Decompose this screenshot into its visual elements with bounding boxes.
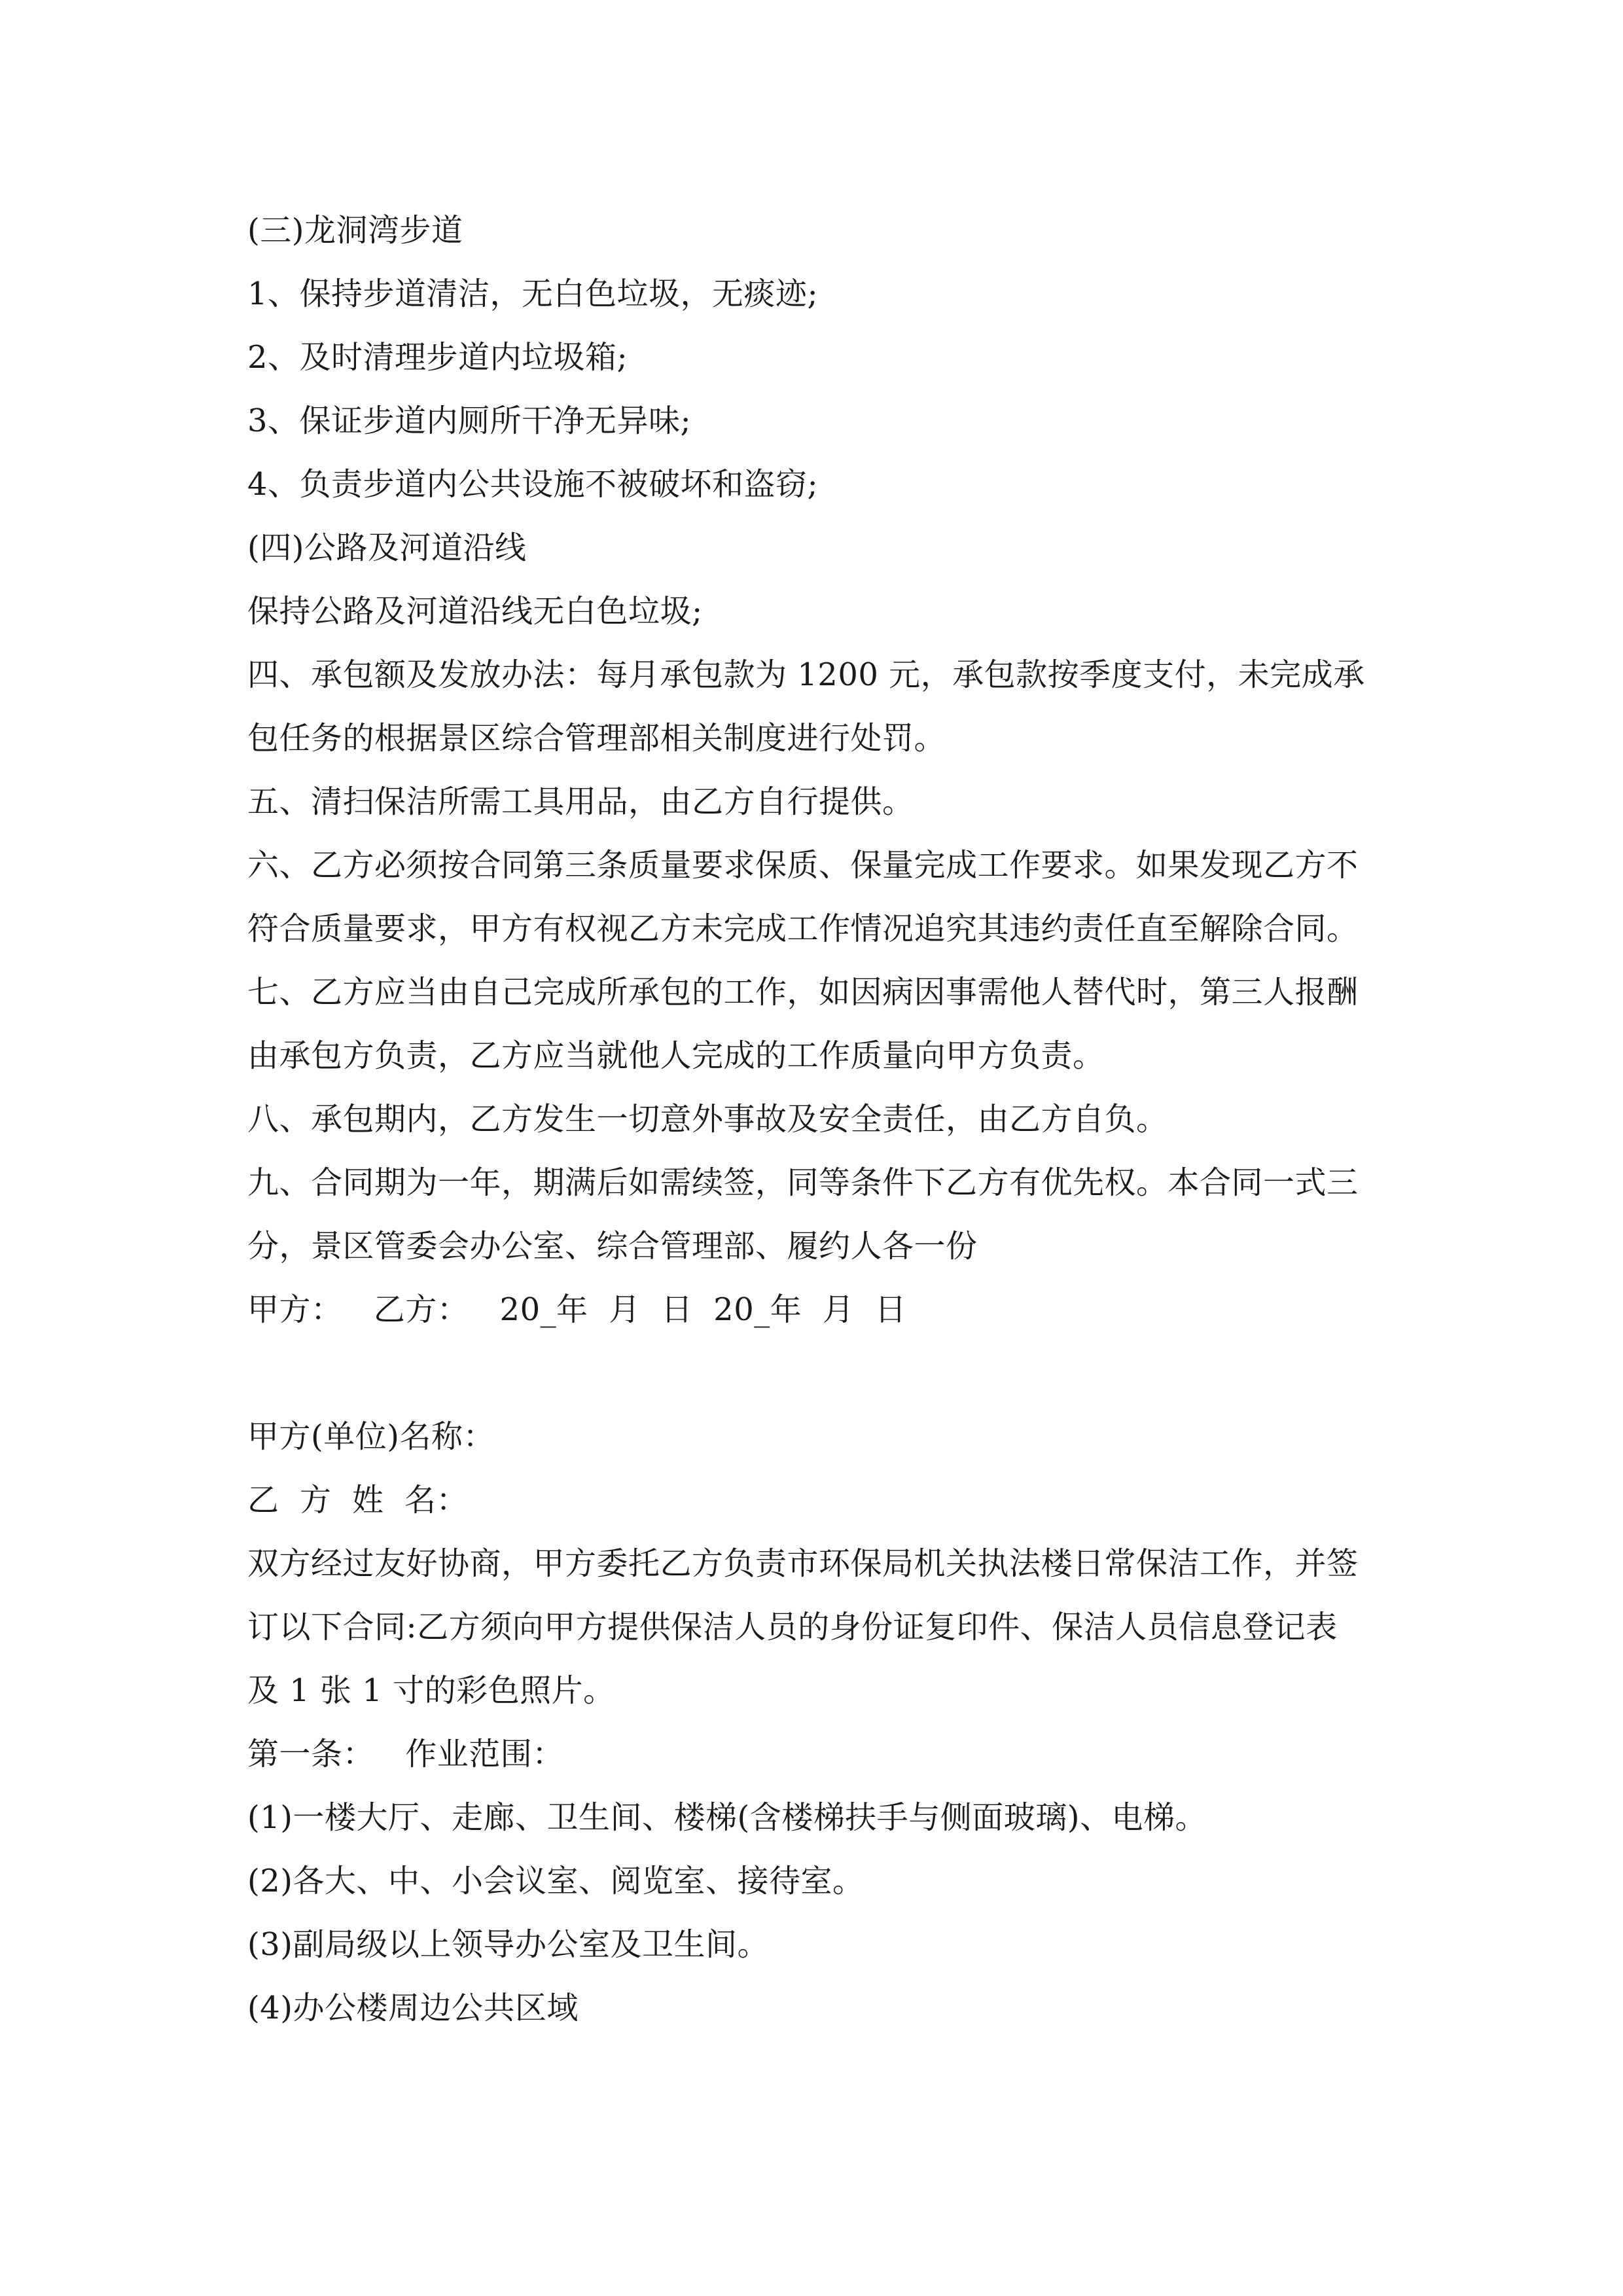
preamble-line: 双方经过友好协商，甲方委托乙方负责市环保局机关执法楼日常保洁工作，并签 bbox=[247, 1545, 1359, 1582]
section-heading-road-river: (四)公路及河道沿线 bbox=[247, 529, 527, 566]
clause-payment: 四、承包额及发放办法：每月承包款为 1200 元，承包款按季度支付，未完成承 bbox=[247, 656, 1365, 693]
section-heading-longdongwan: (三)龙洞湾步道 bbox=[247, 212, 463, 249]
clause-tools: 五、清扫保洁所需工具用品，由乙方自行提供。 bbox=[247, 783, 914, 820]
preamble-line: 及 1 张 1 寸的彩色照片。 bbox=[247, 1672, 615, 1709]
document-body bbox=[247, 199, 1399, 2040]
clause-substitute-cont: 由承包方负责，乙方应当就他人完成的工作质量向甲方负责。 bbox=[247, 1037, 1105, 1074]
scope-item: (2)各大、中、小会议室、阅览室、接待室。 bbox=[247, 1863, 865, 1899]
clause-line: 1、保持步道清洁，无白色垃圾，无痰迹; bbox=[247, 276, 819, 312]
section-gap bbox=[247, 1342, 1399, 1405]
clause-line: 4、负责步道内公共设施不被破坏和盗窃; bbox=[247, 466, 819, 503]
clause-quality: 六、乙方必须按合同第三条质量要求保质、保量完成工作要求。如果发现乙方不 bbox=[247, 847, 1359, 884]
clause-term: 九、合同期为一年，期满后如需续签，同等条件下乙方有优先权。本合同一式三 bbox=[247, 1164, 1359, 1201]
signature-line: 甲方： 乙方： 20_年 月 日 20_年 月 日 bbox=[247, 1291, 907, 1328]
clause-payment-cont: 包任务的根据景区综合管理部相关制度进行处罚。 bbox=[247, 720, 946, 757]
article-one-heading: 第一条： 作业范围： bbox=[247, 1736, 564, 1772]
clause-line: 3、保证步道内厕所干净无异味; bbox=[247, 403, 692, 439]
clause-line: 保持公路及河道沿线无白色垃圾; bbox=[247, 593, 703, 630]
scope-item: (4)办公楼周边公共区域 bbox=[247, 1990, 579, 2026]
scope-item: (3)副局级以上领导办公室及卫生间。 bbox=[247, 1926, 769, 1963]
clause-substitute: 七、乙方应当由自己完成所承包的工作，如因病因事需他人替代时，第三人报酬 bbox=[247, 974, 1359, 1011]
clause-quality-cont: 符合质量要求，甲方有权视乙方未完成工作情况追究其违约责任直至解除合同。 bbox=[247, 910, 1359, 947]
clause-term-cont: 分，景区管委会办公室、综合管理部、履约人各一份 bbox=[247, 1228, 978, 1265]
clause-line: 2、及时清理步道内垃圾箱; bbox=[247, 339, 628, 376]
scope-item: (1)一楼大厅、走廊、卫生间、楼梯(含楼梯扶手与侧面玻璃)、电梯。 bbox=[247, 1799, 1207, 1836]
preamble-line: 订以下合同:乙方须向甲方提供保洁人员的身份证复印件、保洁人员信息登记表 bbox=[247, 1609, 1338, 1645]
party-a-name-label: 甲方(单位)名称： bbox=[247, 1418, 495, 1455]
party-b-name-label: 乙 方 姓 名： bbox=[247, 1482, 469, 1518]
clause-liability: 八、承包期内，乙方发生一切意外事故及安全责任，由乙方自负。 bbox=[247, 1101, 1168, 1138]
